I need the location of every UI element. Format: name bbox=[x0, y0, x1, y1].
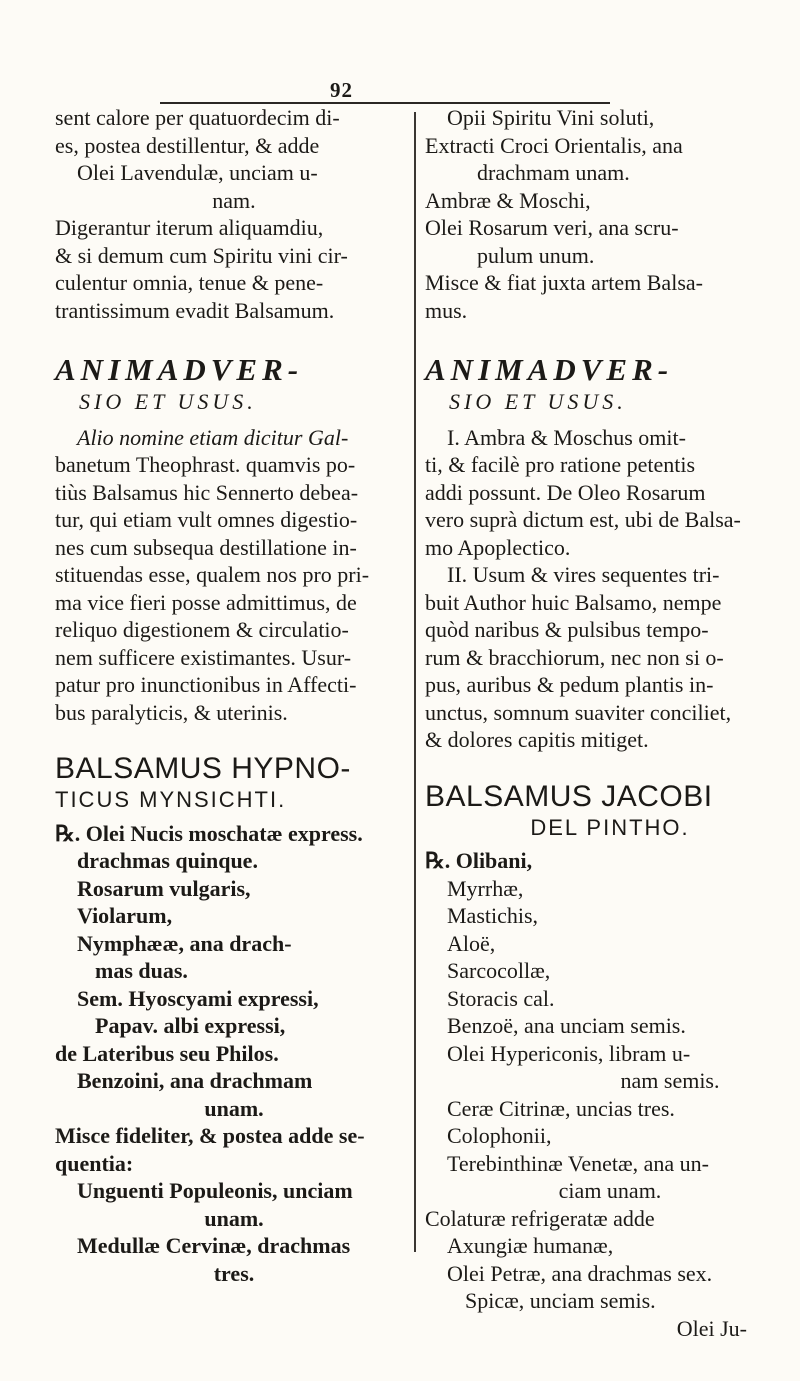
recipe-line: Rosarum vulgaris, bbox=[77, 875, 251, 901]
text-line: rum & bracchiorum, nec non si o- bbox=[425, 644, 724, 670]
text-line: reliquo digestionem & circulatio- bbox=[55, 617, 349, 642]
recipe-line: Benzoini, ana drachmam bbox=[77, 1068, 313, 1093]
text-line: mus. bbox=[425, 297, 468, 323]
recipe-line: Ceræ Citrinæ, uncias tres. bbox=[447, 1095, 675, 1121]
page-number: 92 bbox=[330, 78, 353, 102]
recipe-line: unam. bbox=[204, 1095, 264, 1121]
recipe-line: tres. bbox=[213, 1260, 255, 1286]
usus-text-right bbox=[425, 424, 795, 754]
text-line: patur pro inunctionibus in Affecti- bbox=[55, 672, 357, 697]
text-line: mo Apoplectico. bbox=[425, 534, 571, 560]
text-line: es, postea destillentur, & adde bbox=[55, 132, 320, 158]
continued-text-left bbox=[55, 104, 413, 324]
text-line: & si demum cum Spiritu vini cir- bbox=[55, 242, 348, 268]
animadversio-subheading: SIO ET USUS. bbox=[449, 389, 627, 414]
recipe-line: Nymphææ, ana drach- bbox=[77, 930, 292, 956]
recipe-line: Mastichis, bbox=[447, 903, 539, 928]
recipe-line: unam. bbox=[204, 1205, 264, 1231]
recipe-line: Storacis cal. bbox=[447, 985, 555, 1011]
text-line: Misce & fiat juxta artem Balsa- bbox=[425, 270, 703, 295]
recipe-line: nam semis. bbox=[620, 1068, 720, 1093]
text-line: bus paralyticis, & uterinis. bbox=[55, 699, 288, 725]
recipe-line: Medullæ Cervinæ, drachmas bbox=[77, 1233, 351, 1258]
text-line: nam. bbox=[212, 187, 256, 213]
text-line: sent calore per quatuordecim di- bbox=[55, 105, 340, 130]
recipe-line: Olei Hypericonis, libram u- bbox=[447, 1040, 691, 1066]
text-line: tiùs Balsamus hic Sennerto debea- bbox=[55, 479, 359, 505]
text-line: trantissimum evadit Balsamum. bbox=[55, 297, 335, 323]
recipe-line: drachmas quinque. bbox=[77, 848, 258, 873]
animadversio-subheading: SIO ET USUS. bbox=[79, 389, 257, 414]
text-line: nem sufficere existimantes. Usur- bbox=[55, 644, 352, 670]
right-column bbox=[425, 104, 795, 1342]
text-line: Extracti Croci Orientalis, ana bbox=[425, 132, 683, 158]
recipe-line: Unguenti Populeonis, unciam bbox=[77, 1178, 353, 1203]
text-line: II. Usum & vires sequentes tri- bbox=[447, 562, 720, 587]
recipe-line: Misce fideliter, & postea adde se- bbox=[55, 1123, 365, 1148]
recipe-title-jacobi: BALSAMUS JACOBI bbox=[425, 779, 713, 813]
recipe-line: Colophonii, bbox=[447, 1123, 552, 1148]
usus-text-left bbox=[55, 424, 413, 727]
text-line: banetum Theophrast. quamvis po- bbox=[55, 452, 356, 477]
recipe-subtitle-jacobi: DEL PINTHO. bbox=[530, 814, 690, 840]
recipe-line: Papav. albi expressi, bbox=[95, 1013, 286, 1038]
recipe-title-hypnoticus: BALSAMUS HYPNO- bbox=[55, 752, 351, 785]
recipe-line: ℞. Olibani, bbox=[425, 848, 533, 873]
recipe-line: Olei Petræ, ana drachmas sex. bbox=[447, 1260, 713, 1286]
text-line: unctus, somnum suaviter conciliet, bbox=[425, 699, 732, 725]
text-line: I. Ambra & Moschus omit- bbox=[447, 424, 686, 450]
text-line: & dolores capitis mitiget. bbox=[425, 727, 649, 752]
text-line: addi possunt. De Oleo Rosarum bbox=[425, 479, 706, 505]
recipe-line: Benzoë, ana unciam semis. bbox=[447, 1013, 686, 1038]
recipe-subtitle-hypnoticus: TICUS MYNSICHTI. bbox=[55, 787, 287, 812]
recipe-line: Sem. Hyoscyami expressi, bbox=[77, 985, 319, 1011]
text-line: drachmam unam. bbox=[477, 160, 630, 185]
text-line: Olei Lavendulæ, unciam u- bbox=[77, 160, 318, 185]
recipe-line: Spicæ, unciam semis. bbox=[465, 1288, 656, 1313]
recipe-hypnoticus bbox=[55, 820, 413, 1288]
recipe-line: quentia: bbox=[55, 1150, 134, 1176]
text-line: culentur omnia, tenue & pene- bbox=[55, 270, 324, 295]
continued-text-right bbox=[425, 104, 795, 324]
catchword: Olei Ju- bbox=[676, 1315, 747, 1341]
page-header bbox=[0, 78, 800, 104]
text-line: ti, & facilè pro ratione petentis bbox=[425, 452, 696, 477]
text-line: Olei Rosarum veri, ana scru- bbox=[425, 215, 679, 240]
recipe-line: Axungiæ humanæ, bbox=[447, 1233, 614, 1258]
animadversio-heading: ANIMADVER- bbox=[55, 352, 304, 387]
recipe-line: Colaturæ refrigeratæ adde bbox=[425, 1205, 655, 1231]
text-line: tur, qui etiam vult omnes digestio- bbox=[55, 507, 358, 532]
animadversio-heading: ANIMADVER- bbox=[425, 352, 674, 387]
recipe-line: Violarum, bbox=[77, 903, 173, 928]
text-line: pulum unum. bbox=[477, 242, 595, 268]
text-line: pus, auribus & pedum plantis in- bbox=[425, 672, 714, 697]
recipe-line: ℞. Olei Nucis moschatæ express. bbox=[55, 820, 363, 846]
text-line: vero suprà dictum est, ubi de Balsa- bbox=[425, 507, 741, 532]
recipe-line: ciam unam. bbox=[558, 1178, 662, 1203]
text-line: Alio nomine etiam dicitur Gal- bbox=[77, 424, 349, 450]
text-line: ma vice fieri posse admittimus, de bbox=[55, 589, 357, 615]
column-divider bbox=[414, 112, 416, 1252]
recipe-line: Sarcocollæ, bbox=[447, 958, 551, 983]
text-line: quòd naribus & pulsibus tempo- bbox=[425, 617, 709, 642]
text-line: Opii Spiritu Vini soluti, bbox=[447, 105, 655, 130]
recipe-line: de Lateribus seu Philos. bbox=[55, 1040, 279, 1066]
recipe-jacobi bbox=[425, 847, 795, 1342]
text-line: nes cum subsequa destillatione in- bbox=[55, 534, 357, 560]
text-line: stituendas esse, qualem nos pro pri- bbox=[55, 562, 370, 587]
text-line: buit Author huic Balsamo, nempe bbox=[425, 589, 722, 615]
recipe-line: mas duas. bbox=[95, 958, 188, 983]
recipe-line: Aloë, bbox=[447, 930, 496, 956]
text-line: Ambræ & Moschi, bbox=[425, 187, 591, 213]
recipe-line: Myrrhæ, bbox=[447, 875, 524, 901]
text-line: Digerantur iterum aliquamdiu, bbox=[55, 215, 324, 240]
recipe-line: Terebinthinæ Venetæ, ana un- bbox=[447, 1150, 709, 1176]
left-column bbox=[55, 104, 413, 1287]
